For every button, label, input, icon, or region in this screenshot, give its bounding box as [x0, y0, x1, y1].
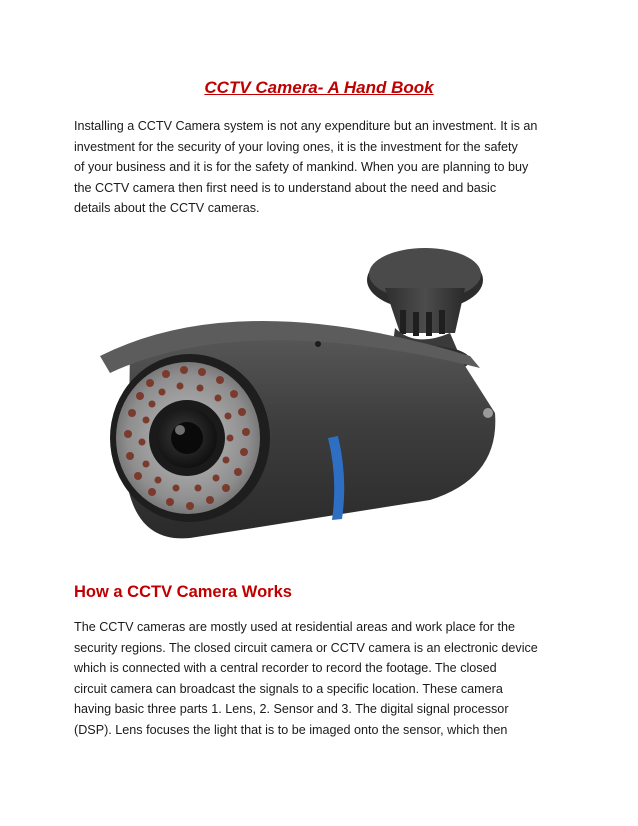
cctv-camera-image [70, 238, 510, 558]
section-line: security regions. The closed circuit camera or CCTV camera is an electronic device [74, 640, 538, 655]
section-heading: How a CCTV Camera Works [74, 583, 292, 601]
intro-line: the CCTV camera then first need is to understand about the need and basic [74, 180, 497, 195]
section-line: The CCTV cameras are mostly used at residential areas and work place for the [74, 620, 515, 634]
intro-line: of your business and it is for the safety of mankind. When you are planning to buy [74, 160, 529, 175]
intro-line: details about the CCTV cameras. [74, 201, 260, 216]
section-line: circuit camera can broadcast the signals to a specific location. These camera [74, 681, 503, 696]
intro-line: Installing a CCTV Camera system is not any expenditure but an investment. It is an [74, 119, 538, 133]
section-line: having basic three parts 1. Lens, 2. Sensor and 3. The digital signal processor [74, 702, 509, 717]
section-line: (DSP). Lens focuses the light that is to be imaged onto the sensor, which then [74, 722, 508, 737]
section-paragraph [74, 617, 568, 741]
camera-front [110, 354, 270, 522]
document-title: CCTV Camera- A Hand Book [204, 78, 434, 97]
intro-line: investment for the security of your loving ones, it is the investment for the safety [74, 139, 518, 154]
section-line: which is connected with a central recorder to record the footage. The closed [74, 661, 497, 676]
intro-paragraph [74, 116, 568, 219]
